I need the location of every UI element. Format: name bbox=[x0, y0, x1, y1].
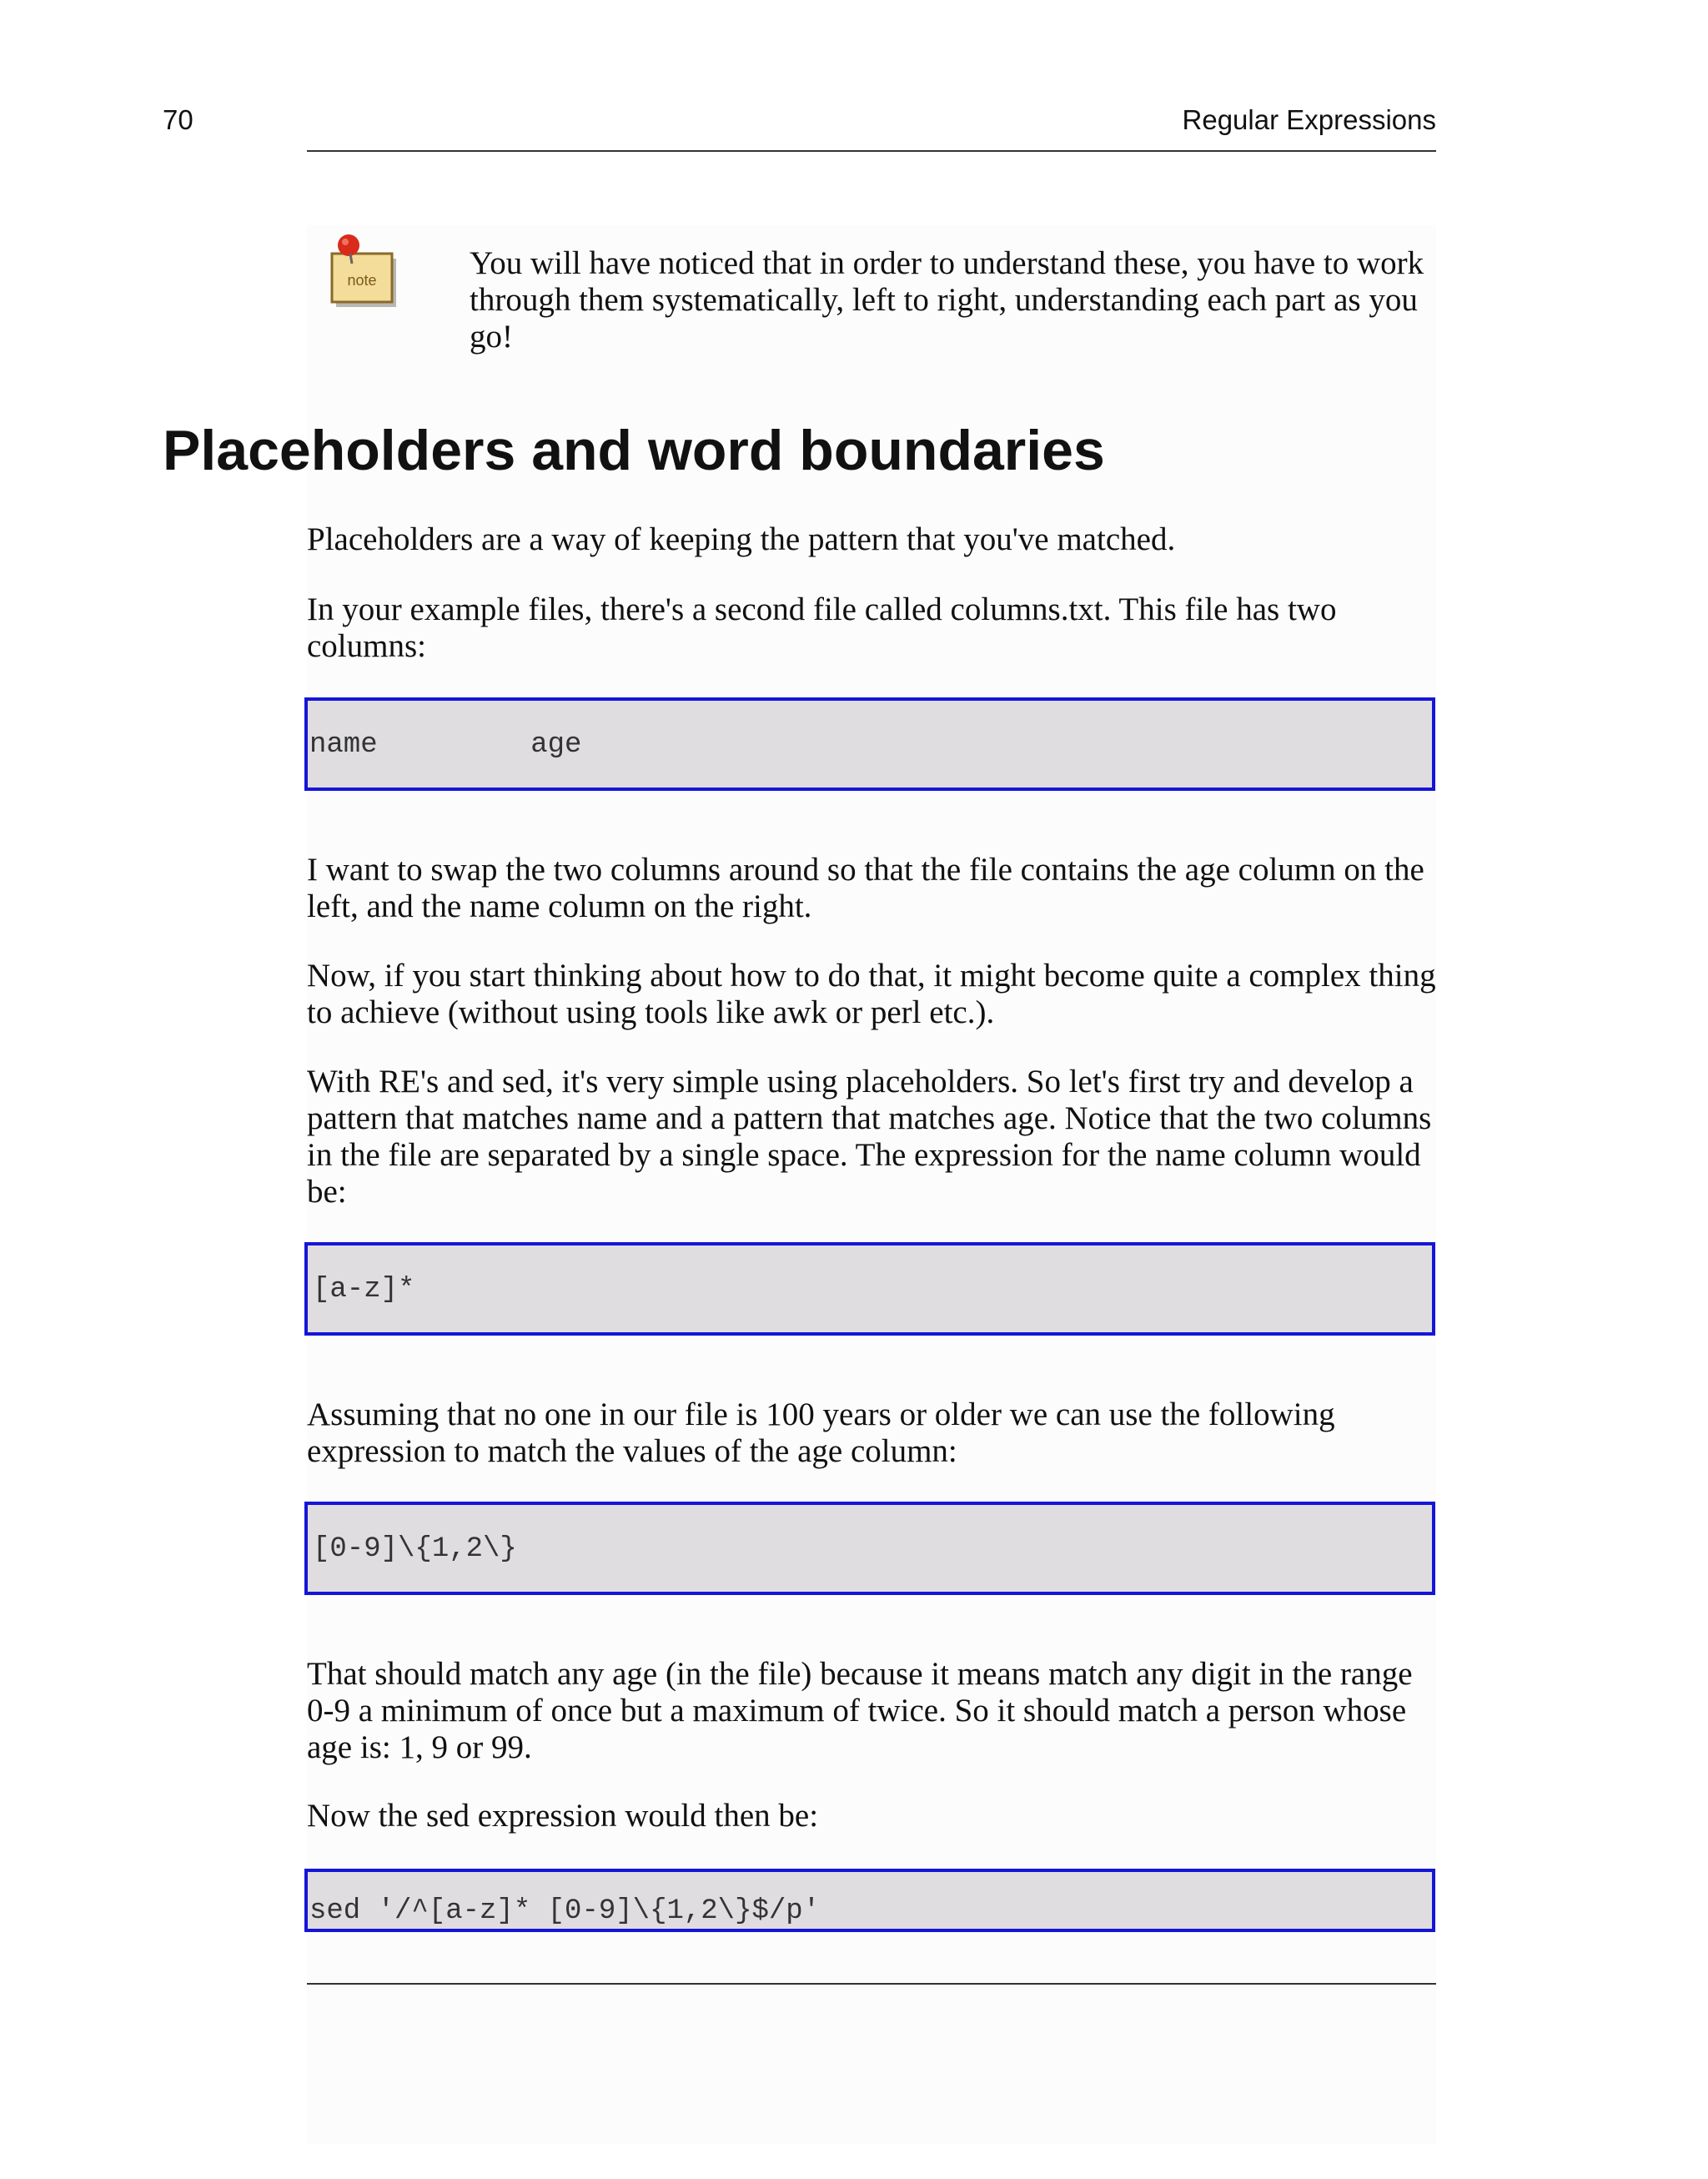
page-header bbox=[163, 104, 1436, 146]
code-block-sed-command bbox=[304, 1869, 1435, 1932]
footer-rule bbox=[307, 1983, 1436, 1985]
section-title: Placeholders and word boundaries bbox=[163, 419, 1105, 482]
chapter-title: Regular Expressions bbox=[1182, 104, 1436, 135]
code-text: [0-9]\{1,2\} bbox=[313, 1533, 517, 1565]
code-block-name-pattern bbox=[304, 1242, 1435, 1336]
paragraph: I want to swap the two columns around so that the file contains the age column on the left, and the name column on the right. bbox=[307, 852, 1424, 924]
paragraph: In your example files, there's a second file called columns.txt. This file has two columns: bbox=[307, 591, 1337, 664]
code-block-columns bbox=[304, 697, 1435, 791]
note-admonition bbox=[307, 225, 1436, 375]
code-text: sed '/^[a-z]* [0-9]\{1,2\}$/p' bbox=[309, 1895, 821, 1927]
paragraph: With RE's and sed, it's very simple using placeholders. So let's first try and develop a pattern that matches name and a pattern that matches age. Notice that the two columns in the file are separated by a single space. The expression for the name column would be: bbox=[307, 1064, 1432, 1210]
note-icon-label: note bbox=[347, 272, 377, 289]
header-rule bbox=[307, 150, 1436, 152]
note-icon bbox=[325, 230, 400, 322]
code-text: [a-z]* bbox=[313, 1274, 415, 1306]
paragraph: That should match any age (in the file) because it means match any digit in the range 0-9 a minimum of once but a maximum of twice. So it should match a person whose age is: 1, 9 or 99. bbox=[307, 1656, 1413, 1765]
page-number: 70 bbox=[163, 104, 193, 135]
paragraph: Assuming that no one in our file is 100 years or older we can use the following expression to match the values of the age column: bbox=[307, 1396, 1335, 1469]
code-block-age-pattern bbox=[304, 1502, 1435, 1595]
note-text: You will have noticed that in order to understand these, you have to work through them systematically, left to right, understanding each part as you go! bbox=[470, 245, 1424, 355]
paragraph: Now the sed expression would then be: bbox=[307, 1798, 819, 1834]
paragraph: Placeholders are a way of keeping the pattern that you've matched. bbox=[307, 521, 1176, 557]
code-text: name age bbox=[309, 729, 582, 761]
paragraph: Now, if you start thinking about how to do that, it might become quite a complex thing to achieve (without using tools like awk or perl etc.). bbox=[307, 958, 1436, 1030]
